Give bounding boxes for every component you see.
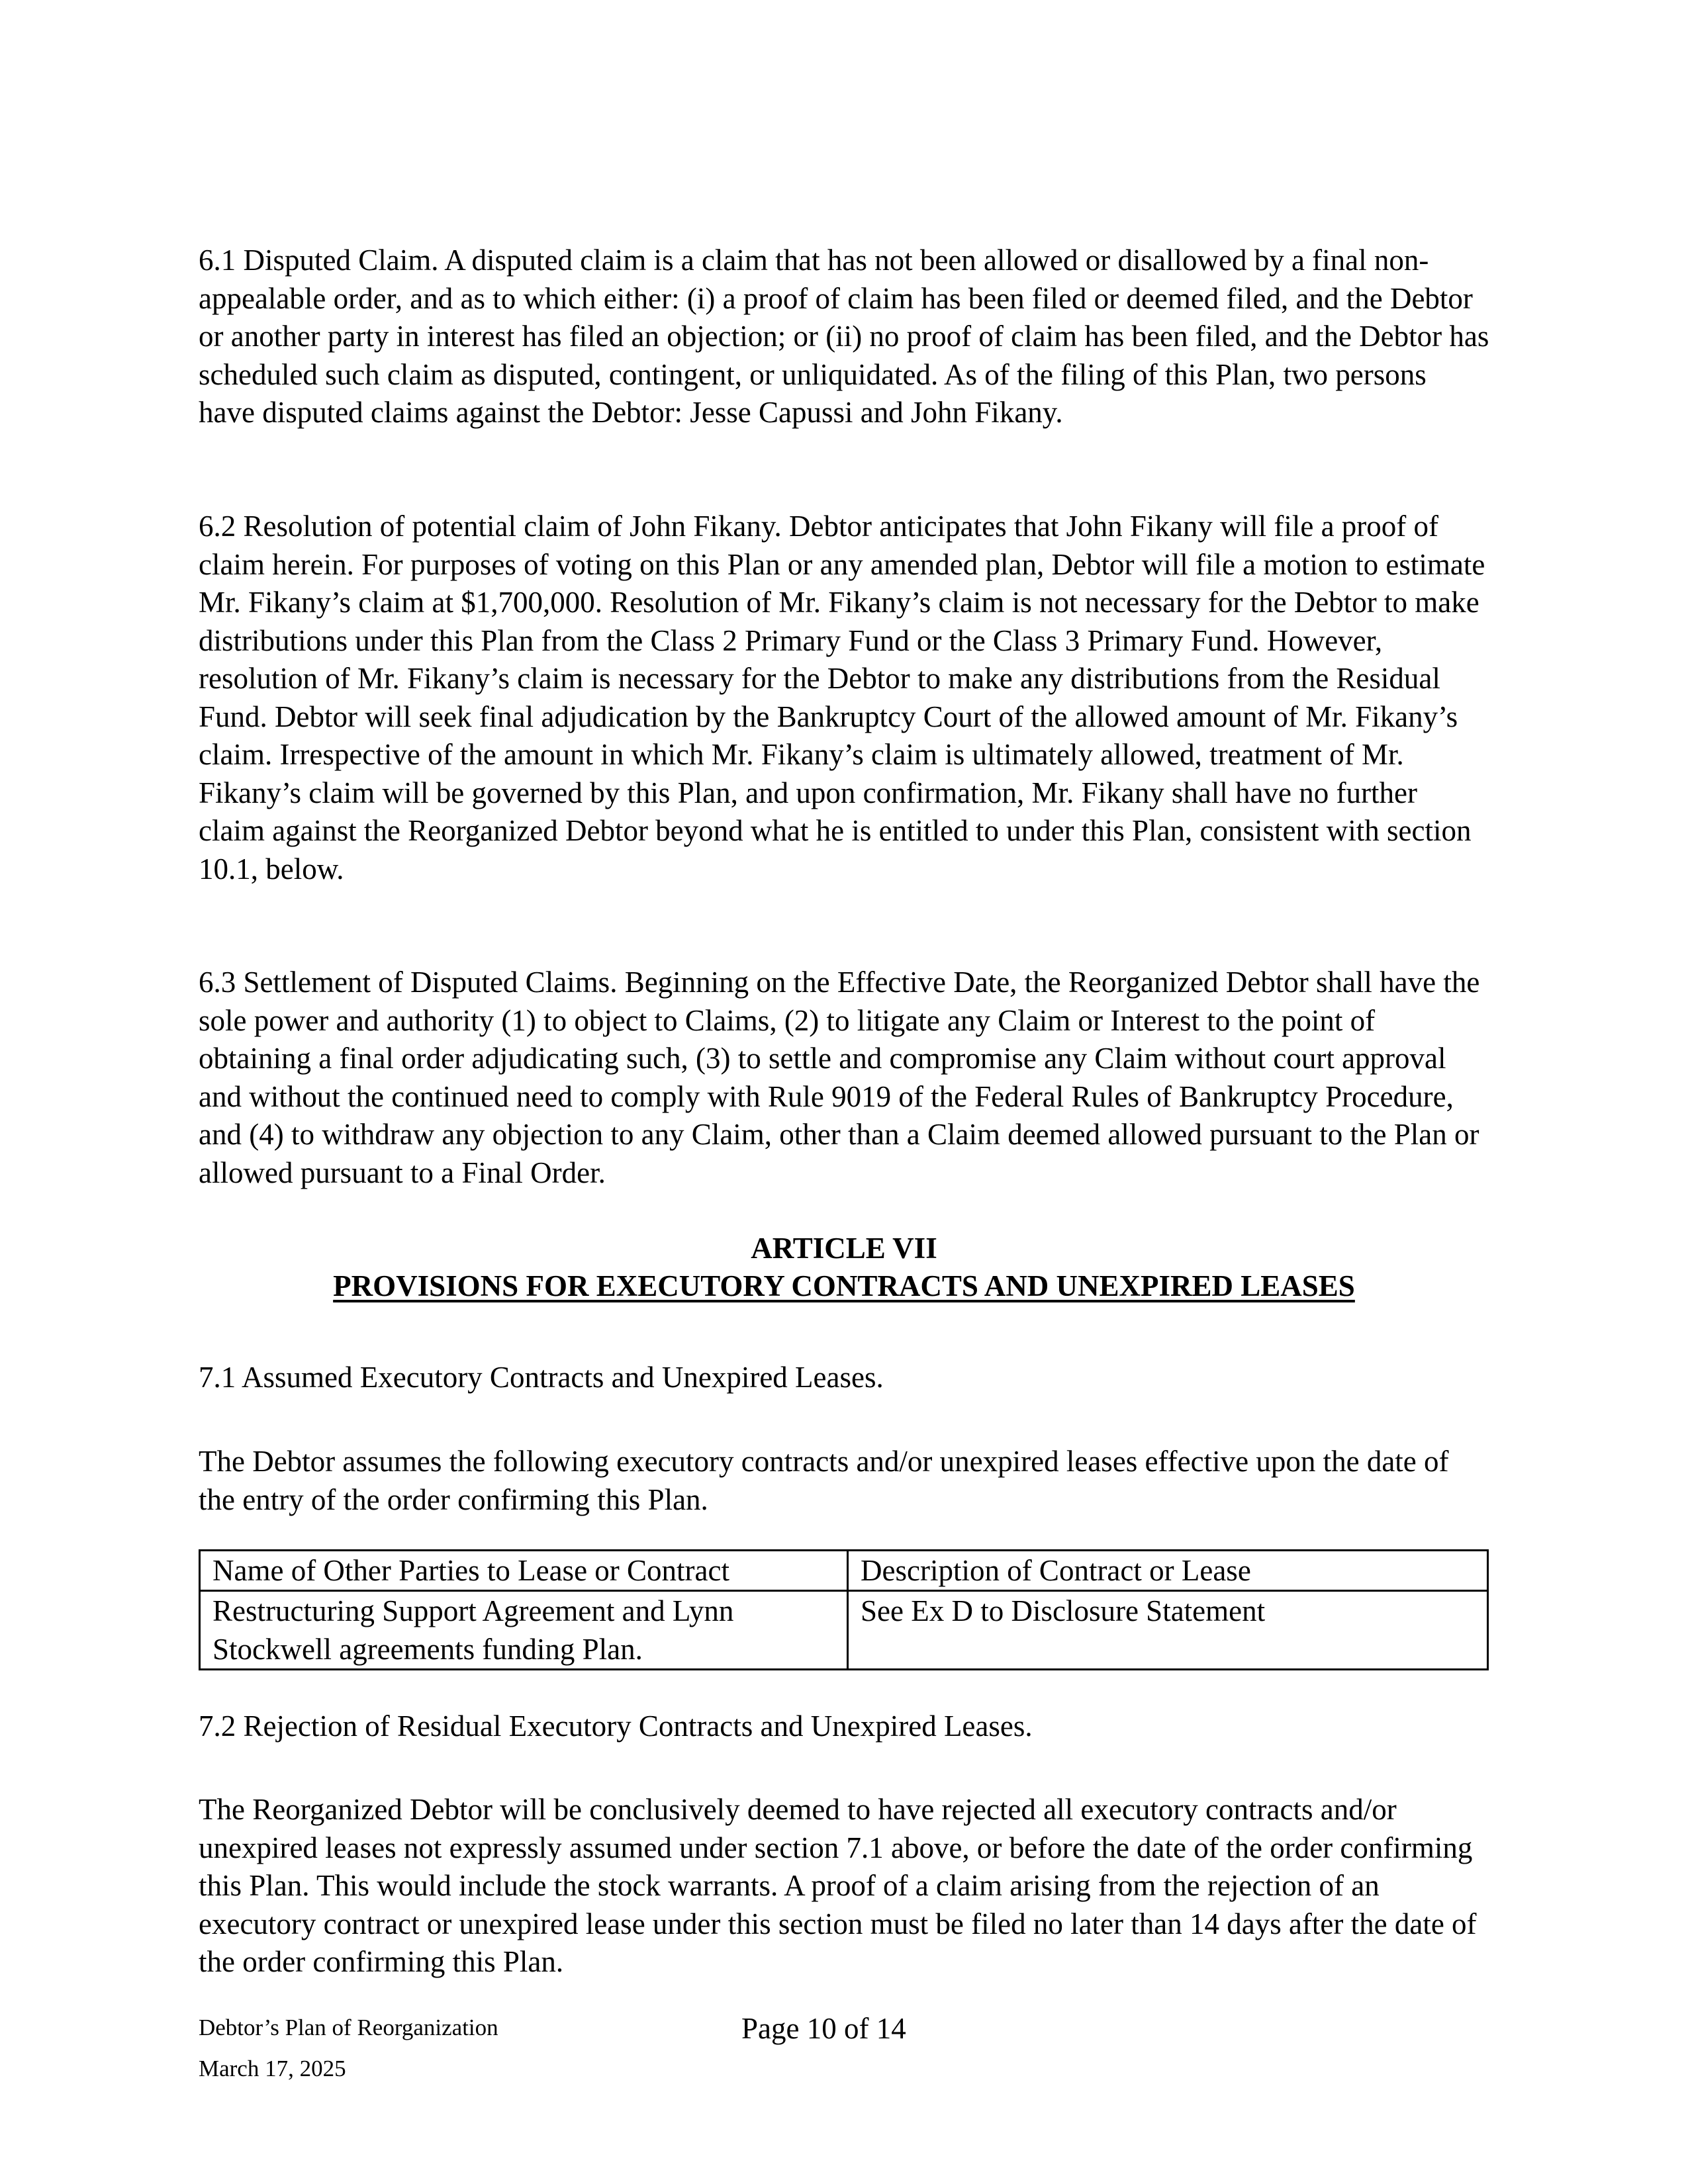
section-7-1-intro xyxy=(199,1443,1489,1519)
section-7-1-intro-text: The Debtor assumes the following executory contracts and/or unexpired leases effective upon the date of the entry of the order confirming this Plan. xyxy=(199,1445,1449,1516)
table-row xyxy=(200,1591,1488,1670)
article-heading xyxy=(199,1230,1489,1305)
section-6-3 xyxy=(199,964,1489,1192)
section-6-2 xyxy=(199,508,1489,888)
footer-doc-title: Debtor’s Plan of Reorganization xyxy=(199,2015,498,2040)
section-7-2-body-text: The Reorganized Debtor will be conclusively deemed to have rejected all executory contracts and/or unexpired leases not expressly assumed under section 7.1 above, or before the date of the order confirming this Plan. This would include the stock warrants. A proof of a claim arising from the rejection of an executory contract or unexpired lease under this section must be filed no later than 14 days after the date of the order confirming this Plan. xyxy=(199,1793,1477,1978)
section-6-1 xyxy=(199,242,1489,432)
section-7-2-heading xyxy=(199,1707,1489,1746)
table-header-row xyxy=(200,1551,1488,1591)
table-cell: See Ex D to Disclosure Statement xyxy=(848,1591,1488,1670)
section-7-2-body xyxy=(199,1791,1489,1981)
section-6-3-text: 6.3 Settlement of Disputed Claims. Beginning on the Effective Date, the Reorganized Debtor shall have the sole power and authority (1) to object to Claims, (2) to litigate any Claim or Interest to the point of obtaining a final order adjudicating such, (3) to settle and compromise any Claim without court approval and without the continued need to comply with Rule 9019 of the Federal Rules of Bankruptcy Procedure, and (4) to withdraw any objection to any Claim, other than a Claim deemed allowed pursuant to the Plan or allowed pursuant to a Final Order. xyxy=(199,966,1480,1189)
section-6-1-text: 6.1 Disputed Claim. A disputed claim is a claim that has not been allowed or disallowed by a final non-appealable order, and as to which either: (i) a proof of claim has been filed or deemed filed, and the Debtor or another party in interest has filed an objection; or (ii) no proof of claim has been filed, and the Debtor has scheduled such claim as disputed, contingent, or unliquidated. As of the filing of this Plan, two persons have disputed claims against the Debtor: Jesse Capussi and John Fikany. xyxy=(199,244,1489,429)
section-6-2-text: 6.2 Resolution of potential claim of John Fikany. Debtor anticipates that John Fikany will file a proof of claim herein. For purposes of voting on this Plan or any amended plan, Debtor will file a motion to estimate Mr. Fikany’s claim at $1,700,000. Resolution of Mr. Fikany’s claim is not necessary for the Debtor to make distributions under this Plan from the Class 2 Primary Fund or the Class 3 Primary Fund. However, resolution of Mr. Fikany’s claim is necessary for the Debtor to make any distributions from the Residual Fund. Debtor will seek final adjudication by the Bankruptcy Court of the allowed amount of Mr. Fikany’s claim. Irrespective of the amount in which Mr. Fikany’s claim is ultimately allowed, treatment of Mr. Fikany’s claim will be governed by this Plan, and upon confirmation, Mr. Fikany shall have no further claim against the Reorganized Debtor beyond what he is entitled to under this Plan, consistent with section 10.1, below. xyxy=(199,510,1485,886)
article-number: ARTICLE VII xyxy=(751,1232,937,1265)
assumed-contracts-table xyxy=(199,1549,1489,1670)
table-header-cell: Description of Contract or Lease xyxy=(848,1551,1488,1591)
article-title: PROVISIONS FOR EXECUTORY CONTRACTS AND UNEXPIRED LEASES xyxy=(333,1269,1355,1302)
section-7-2-heading-text: 7.2 Rejection of Residual Executory Contracts and Unexpired Leases. xyxy=(199,1709,1033,1743)
section-7-1-heading xyxy=(199,1359,1489,1397)
table-header-cell: Name of Other Parties to Lease or Contract xyxy=(200,1551,848,1591)
footer-date: March 17, 2025 xyxy=(199,2056,346,2081)
table-cell: Restructuring Support Agreement and Lynn Stockwell agreements funding Plan. xyxy=(200,1591,848,1670)
page-number: Page 10 of 14 xyxy=(741,2012,906,2045)
section-7-1-heading-text: 7.1 Assumed Executory Contracts and Unexpired Leases. xyxy=(199,1361,884,1394)
footer-left xyxy=(199,2007,498,2089)
